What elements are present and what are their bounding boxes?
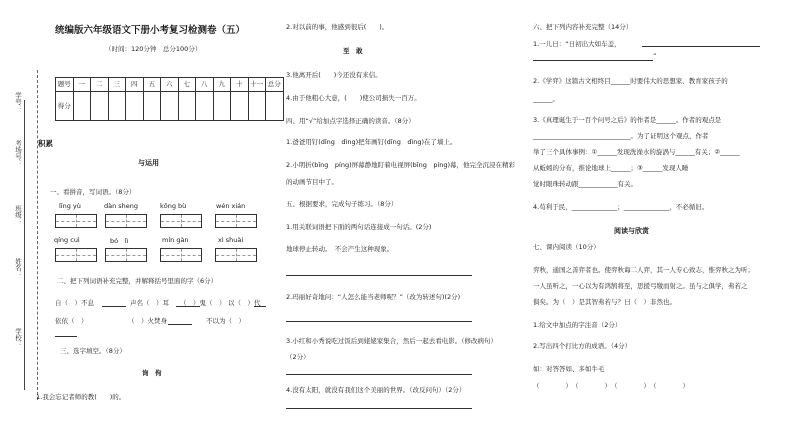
pinyin-label: bó lì (110, 237, 129, 245)
score-cell[interactable] (108, 92, 126, 121)
score-header-cell: 十一 (248, 78, 266, 92)
margin-label-class: 班级： (14, 205, 22, 225)
idiom-blank[interactable]: （ ）火焚身 (128, 317, 167, 325)
score-label-cell: 得分 (56, 92, 74, 121)
question-6-item-2-cont[interactable]: ______。 (533, 95, 559, 103)
exam-time-info: （时间：120分钟 总分100分） (105, 45, 202, 53)
score-cell[interactable] (266, 92, 284, 121)
question-3-item-1[interactable]: 1.我会忘记者师的教( )的。 (36, 393, 126, 401)
score-cell[interactable] (91, 92, 109, 121)
section-title-reading: 阅读与欣赏 (614, 227, 649, 235)
question-5-item-1-text: 地球停止转动。 不会产生这种现象。 (286, 245, 394, 253)
idiom-blank[interactable]: 以（ ）代 (228, 299, 261, 307)
pinyin-label: dàn sheng (104, 202, 139, 210)
answer-grid-box[interactable] (55, 248, 97, 262)
score-cell[interactable] (73, 92, 91, 121)
answer-grid-box[interactable] (160, 214, 202, 228)
idiom-blank[interactable]: 不以为（ ） (206, 317, 245, 325)
pinyin-label: mín gàn (162, 236, 189, 244)
section-title-usage: 与运用 (138, 159, 159, 167)
section-tag-accumulation: 积累 (38, 139, 53, 148)
score-header-cell: 二 (91, 78, 109, 92)
score-header-cell: 十 (231, 78, 249, 92)
question-6-title: 六、把下列内容补充完整（14分） (533, 23, 633, 31)
score-header-cell: 总分 (266, 78, 284, 92)
answer-line[interactable] (102, 306, 126, 307)
idiom-blank[interactable]: 声名（ ）耳 (130, 299, 169, 307)
score-cell[interactable] (161, 92, 179, 121)
question-6-item-3-line5[interactable]: 觉时眼珠转动跟____________有关。 (533, 180, 637, 188)
question-3-item-3[interactable]: 3.他离开后( )今还没有来信。 (286, 71, 382, 79)
answer-line[interactable] (254, 306, 266, 307)
question-6-item-3[interactable]: 3.《真理诞生于一百个问号之后》的作者是______。作者的观点是 (533, 116, 722, 124)
score-header-cell: 六 (161, 78, 179, 92)
reading-question-2-brackets[interactable]: （ ） （ ） （ ） （ ） (533, 382, 689, 390)
reading-passage-line[interactable]: 俱矣。为（ ）是其智弗若与？曰（ ）非然也。 (533, 298, 676, 306)
reading-question-2: 2.写出四个打比方的成语。（4分） (533, 342, 632, 350)
question-4-item-2[interactable]: 2.小明折(bīng píng)屏幕静地盯着电视屏(bīng píng)幕，他完全沉浸在精彩 (286, 161, 516, 169)
idiom-blank[interactable]: 依依（ ） (55, 317, 88, 325)
answer-line[interactable] (286, 374, 472, 375)
question-3-item-4[interactable]: 4.由于他粗心大意，( )使公司损失一百万。 (286, 94, 421, 102)
answer-line[interactable] (286, 408, 472, 409)
question-5-title: 五、根据要求，完成句子练习。（8分） (286, 200, 398, 208)
score-table (55, 77, 284, 121)
score-cell[interactable] (231, 92, 249, 121)
question-6-item-1-end: ” (653, 52, 657, 60)
question-6-item-1: 1.一儿曰：“日初出大如车盖， (533, 40, 621, 48)
answer-line[interactable] (168, 324, 192, 325)
answer-line[interactable] (286, 321, 472, 322)
answer-line[interactable] (286, 275, 472, 276)
score-cell[interactable] (178, 92, 196, 121)
score-header-cell: 四 (126, 78, 144, 92)
score-header-cell: 题号 (56, 78, 74, 92)
margin-label-student-id: 学号： (14, 92, 22, 112)
score-table-header-row (56, 78, 284, 92)
answer-line[interactable] (533, 60, 653, 61)
pinyin-label: kōng bù (160, 202, 187, 210)
page-title: 统编版六年级语文下册小考复习检测卷（五） (55, 25, 246, 36)
pinyin-label: līng yù (59, 202, 81, 210)
question-4-item-2-cont: 的动画节目中了。 (286, 178, 338, 186)
pinyin-label: xì shuài (218, 236, 244, 244)
question-5-item-1: 1.用关联词语把下面的两句话连接成一句话。(2分) (286, 223, 432, 231)
idiom-blank[interactable]: （ ）鬼（ ） (180, 299, 226, 307)
answer-grid-box[interactable] (215, 214, 257, 228)
reading-passage-line: 弈秋，通国之善弈者也。使弈秋诲二人弈，其一人专心致志，惟弈秋之为听； (533, 266, 754, 274)
question-6-item-4[interactable]: 4.苟利于民，______________；______________，不必循旧。 (533, 203, 709, 211)
score-cell[interactable] (143, 92, 161, 121)
margin-label-exam-room: 考场号： (14, 140, 22, 166)
margin-label-school: 学校： (14, 328, 22, 348)
idiom-blank[interactable]: 自（ ）不息 (55, 299, 94, 307)
answer-line[interactable] (55, 336, 77, 337)
margin-name-line (24, 100, 25, 390)
answer-grid-box[interactable] (160, 248, 202, 262)
score-header-cell: 五 (143, 78, 161, 92)
margin-label-name: 姓名： (14, 258, 22, 278)
choice-characters: 询 佝 (142, 369, 162, 377)
question-1-title: 一、看拼音，写词语。（8分） (50, 188, 136, 196)
reading-passage-line: 一人虽听之，一心以为有鸿鹄将至，思援弓缴而射之。虽与之俱学，弗若之 (533, 282, 748, 290)
answer-grid-box[interactable] (105, 248, 147, 262)
question-5-item-2: 2.玛丽好奇地问：“人怎么能当老师呢？”（改为转述句)(2分) (286, 293, 461, 301)
score-header-cell: 七 (178, 78, 196, 92)
answer-line[interactable] (642, 46, 760, 47)
score-table-score-row (56, 92, 284, 121)
reading-question-1: 1.给文中加点的字注音（2分） (533, 321, 622, 329)
score-cell[interactable] (248, 92, 266, 121)
score-header-cell: 一 (73, 78, 91, 92)
question-6-item-2[interactable]: 2.《学弈》这篇古文相终目______时要伟大的思想家、教育家孩子的 (533, 77, 728, 85)
question-5-item-3-score: （2分） (286, 353, 310, 361)
question-6-item-3-line2[interactable]: ______________________________。为了证明这个观点，作者 (533, 132, 709, 140)
question-6-item-3-line3[interactable]: 举了三个具体事例：①______发现洗澡水的旋涡与______有关；②______ (533, 148, 740, 156)
question-7-title: 七、课内阅读（10分） (533, 243, 600, 251)
question-3-item-2[interactable]: 2.对以前的事，他感到很后( )。 (286, 23, 389, 31)
question-4-item-1[interactable]: 1.爸爸用钉(dīng dìng)把年画钉(dīng dìng)在了墙上。 (286, 138, 457, 146)
question-5-item-4: 4.没有太阳，就没有我们这个美丽的世界。（改反问句）（2分） (286, 386, 466, 394)
pinyin-label: qíng cuì (54, 236, 80, 244)
question-3-title: 三、选字填空。（8分） (60, 347, 126, 355)
pinyin-label: wén xián (216, 202, 246, 210)
question-2-title: 二、把下列词语补充完整，并解释括号里面的字（6分） (57, 277, 218, 285)
question-5-item-3: 3.小红和小秀说吃过饭后到姥姥家集合，然后一起去看电影。（修改病句） (286, 337, 497, 345)
score-header-cell: 八 (196, 78, 214, 92)
score-header-cell: 九 (213, 78, 231, 92)
score-cell[interactable] (126, 92, 144, 121)
question-4-title: 四、用“√”给加点字选择正确的读音。（8分） (286, 117, 415, 125)
question-6-item-3-line4[interactable]: 从蚯蚓的分布，推论地球上______；③______发现人睡 (533, 164, 689, 172)
score-cell[interactable] (196, 92, 214, 121)
answer-grid-box[interactable] (55, 214, 97, 228)
answer-grid-box[interactable] (105, 214, 147, 228)
choice-characters: 至 敢 (343, 47, 363, 55)
answer-grid-box[interactable] (215, 248, 257, 262)
binding-line (37, 70, 38, 400)
score-cell[interactable] (213, 92, 231, 121)
reading-question-2-example: 如：对答答如、多如牛毛 (533, 365, 605, 373)
score-header-cell: 三 (108, 78, 126, 92)
